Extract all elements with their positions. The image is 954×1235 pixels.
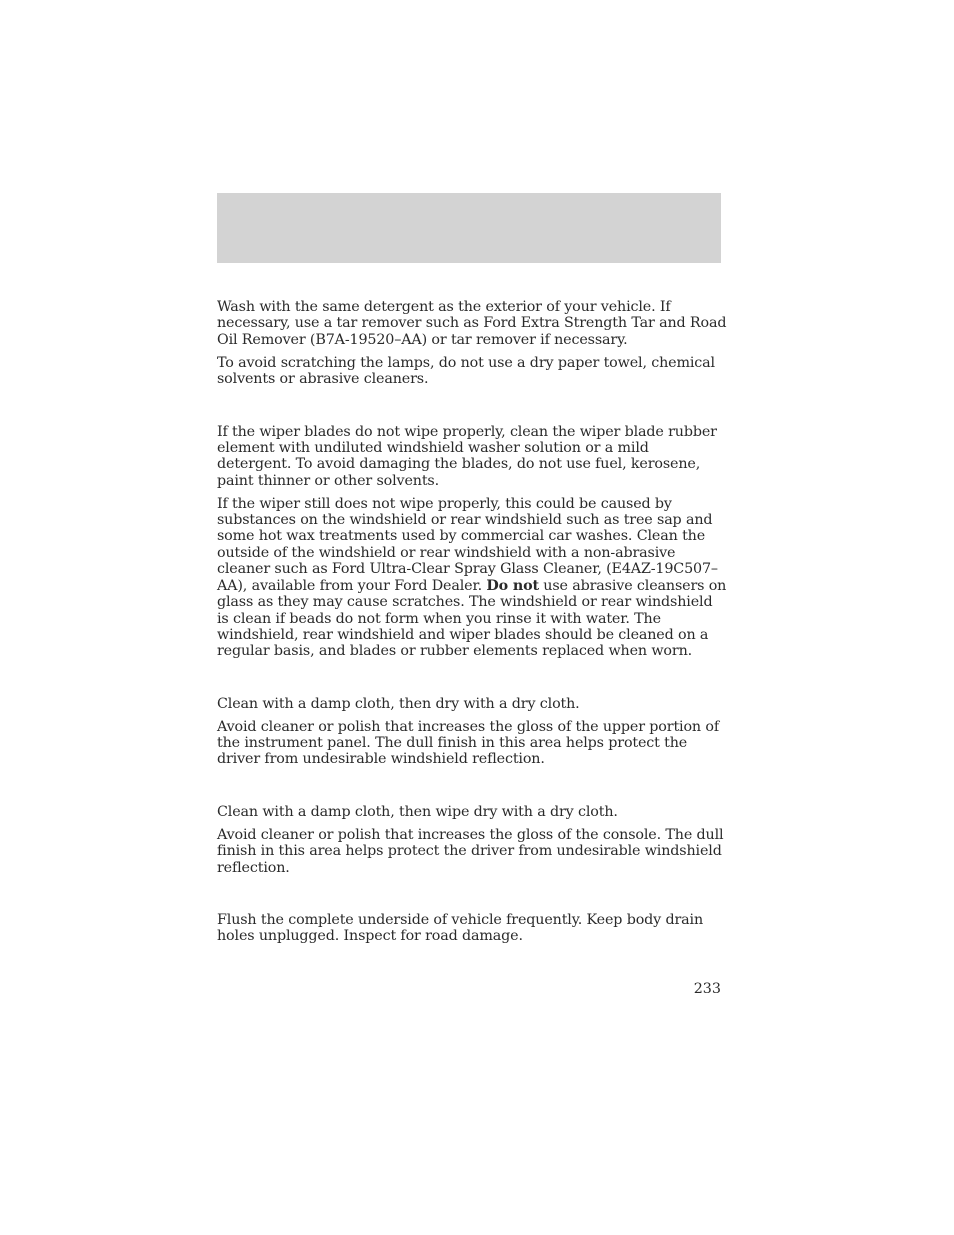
section-header-band	[217, 193, 721, 263]
console-paragraph-2: Avoid cleaner or polish that increases the gloss of the console. The dull finish in this area helps protect the driver from undesirable windshield reflection.	[217, 826, 724, 876]
wiper-paragraph-2-end: use abrasive cleansers on glass as they may cause scratches. The windshield or rear windshield is clean if beads do not form when you rinse it with water. The windshield, rear windshield and wiper blades should be cleaned on a regular basis, and blades or rubber elements replaced when worn.	[217, 577, 727, 660]
instrument-panel-paragraph-1: Clean with a damp cloth, then dry with a dry cloth.	[217, 695, 580, 712]
page-number: 233	[693, 981, 721, 997]
wiper-paragraph-2-start: If the wiper still does not wipe properly, this could be caused by substances on the windshield or rear windshield such as tree sap and some hot wax treatments used by commercial car washes. Clean the outside of the windshield or rear windshield with a non-abrasive cleaner such as Ford Ultra-Clear Spray Glass Cleaner, (E4AZ-19C507–AA), available from your Ford Dealer.	[217, 495, 718, 594]
do-not-emphasis: Do not	[486, 577, 539, 594]
instrument-panel-paragraph-2: Avoid cleaner or polish that increases the gloss of the upper portion of the instrument panel. The dull finish in this area helps protect the driver from undesirable windshield reflection.	[217, 718, 719, 768]
lamps-paragraph-1: Wash with the same detergent as the exterior of your vehicle. If necessary, use a tar remover such as Ford Extra Strength Tar and Road Oil Remover (B7A-19520–AA) or tar remover if necessary.	[217, 299, 727, 348]
page-body	[217, 299, 727, 945]
lamps-paragraph-2: To avoid scratching the lamps, do not use a dry paper towel, chemical solvents or abrasive cleaners.	[217, 354, 715, 388]
underbody-paragraph: Flush the complete underside of vehicle frequently. Keep body drain holes unplugged. Inspect for road damage.	[217, 911, 704, 945]
console-paragraph-1: Clean with a damp cloth, then wipe dry with a dry cloth.	[217, 803, 618, 820]
wiper-paragraph-1: If the wiper blades do not wipe properly, clean the wiper blade rubber element with undiluted windshield washer solution or a mild detergent. To avoid damaging the blades, do not use fuel, kerosene, paint thinner or other solvents.	[217, 423, 717, 489]
wiper-paragraph-2	[217, 496, 727, 660]
